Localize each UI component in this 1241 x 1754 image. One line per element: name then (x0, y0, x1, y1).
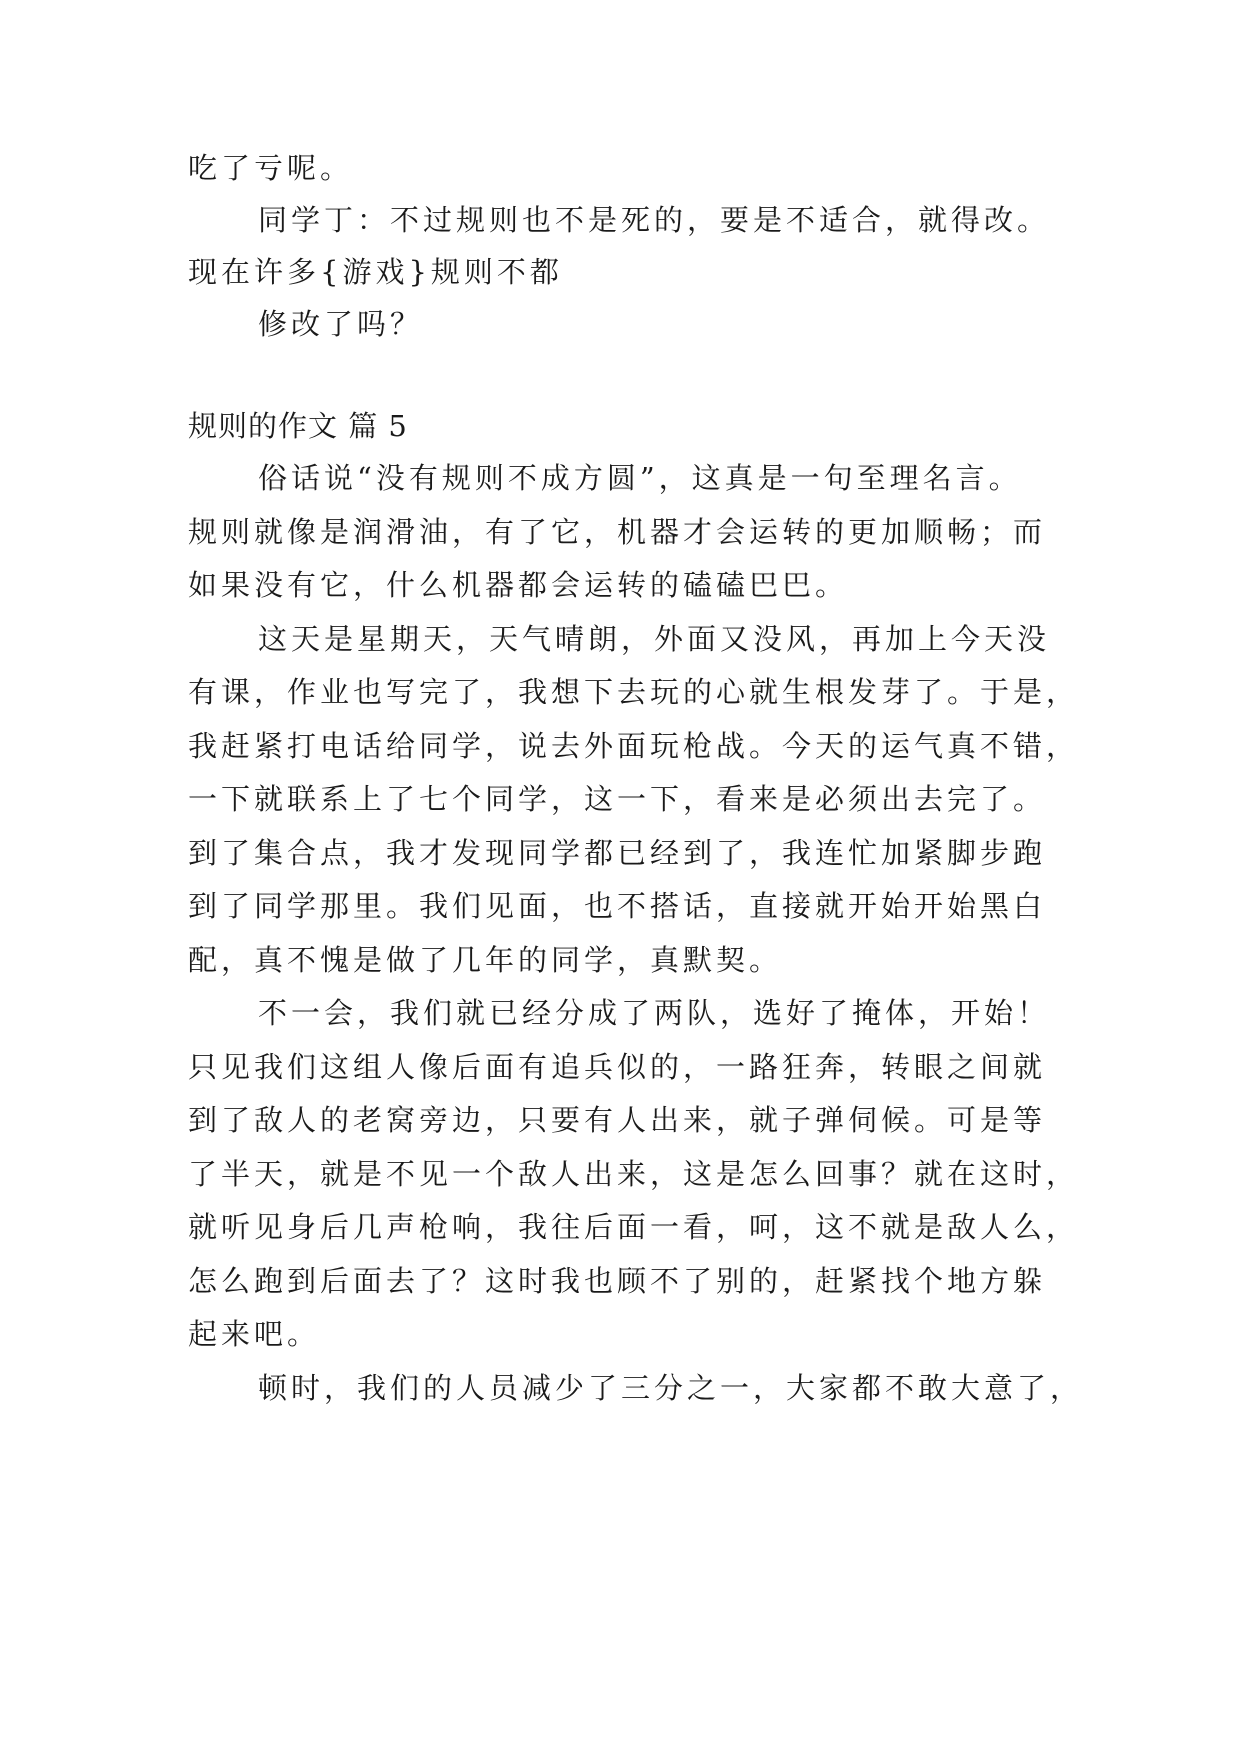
paragraph-line: 如果没有它，什么机器都会运转的磕磕巴巴。 (188, 568, 849, 602)
paragraph-line: 有课，作业也写完了，我想下去玩的心就生根发芽了。于是， (188, 675, 1080, 709)
paragraph-line: 了半天，就是不见一个敌人出来，这是怎么回事？就在这时， (188, 1157, 1080, 1191)
paragraph-line: 到了集合点，我才发现同学都已经到了，我连忙加紧脚步跑 (188, 836, 1047, 870)
paragraph-line: 俗话说“没有规则不成方圆”，这真是一句至理名言。 (258, 461, 1022, 495)
paragraph-line: 到了同学那里。我们见面，也不搭话，直接就开始开始黑白 (188, 889, 1047, 923)
paragraph-line: 配，真不愧是做了几年的同学，真默契。 (188, 943, 783, 977)
paragraph-line: 这天是星期天，天气晴朗，外面又没风，再加上今天没 (258, 622, 1051, 656)
paragraph-line: 同学丁：不过规则也不是死的，要是不适合，就得改。 (258, 203, 1051, 237)
paragraph-line: 吃了亏呢。 (188, 151, 354, 185)
section-title: 规则的作文 篇 5 (188, 409, 408, 443)
paragraph-line: 修改了吗？ (258, 307, 424, 341)
paragraph-line: 我赶紧打电话给同学，说去外面玩枪战。今天的运气真不错， (188, 729, 1080, 763)
paragraph-line: 不一会，我们就已经分成了两队，选好了掩体，开始！ (258, 996, 1051, 1030)
paragraph-line: 规则就像是润滑油，有了它，机器才会运转的更加顺畅；而 (188, 515, 1047, 549)
paragraph-line: 顿时，我们的人员减少了三分之一，大家都不敢大意了， (258, 1371, 1084, 1405)
paragraph-line: 只见我们这组人像后面有追兵似的，一路狂奔，转眼之间就 (188, 1050, 1047, 1084)
paragraph-line: 现在许多{游戏}规则不都 (188, 255, 563, 289)
paragraph-line: 怎么跑到后面去了？这时我也顾不了别的，赶紧找个地方躲 (188, 1264, 1047, 1298)
paragraph-line: 一下就联系上了七个同学，这一下，看来是必须出去完了。 (188, 782, 1047, 816)
paragraph-line: 到了敌人的老窝旁边，只要有人出来，就子弹伺候。可是等 (188, 1103, 1047, 1137)
paragraph-line: 起来吧。 (188, 1317, 321, 1351)
paragraph-line: 就听见身后几声枪响，我往后面一看，呵，这不就是敌人么， (188, 1210, 1080, 1244)
